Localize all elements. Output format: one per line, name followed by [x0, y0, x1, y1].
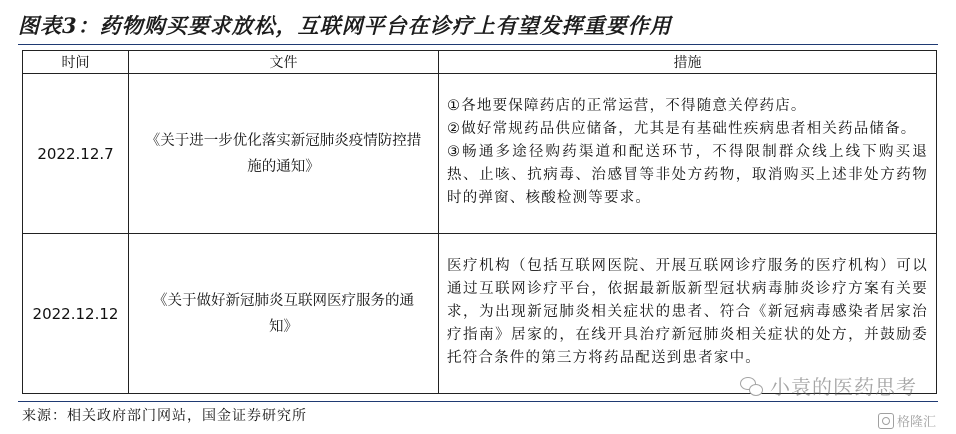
site-logo — [878, 411, 936, 430]
row-document: 《关于做好新冠肺炎互联网医疗服务的通知》 — [129, 234, 439, 394]
header-document: 文件 — [129, 51, 439, 74]
source-note: 来源：相关政府部门网站，国金证券研究所 — [22, 408, 307, 424]
watermark — [740, 371, 917, 400]
measure-item: 医疗机构（包括互联网医院、开展互联网诊疗服务的医疗机构）可以通过互联网诊疗平台，依据最新版新型冠状病毒肺炎诊疗方案有关要求，为出现新冠肺炎相关症状的患者、符合《新冠病毒感染者居家治疗指南》居家的，在线开具治疗新冠肺炎相关症状的处方，并鼓励委托符合条件的第三方将药品配送到患者家中。 — [447, 258, 928, 366]
logo-text: 格隆汇 — [897, 415, 937, 430]
table-header-row — [23, 51, 937, 74]
figure-title: 图表3：药物购买要求放松，互联网平台在诊疗上有望发挥重要作用 — [18, 13, 672, 38]
row-measures — [439, 234, 937, 394]
measure-item: ②做好常规药品供应储备，尤其是有基础性疾病患者相关药品储备。 — [447, 121, 917, 137]
table-row — [23, 74, 937, 234]
top-divider — [18, 44, 938, 45]
measure-item: ①各地要保障药店的正常运营，不得随意关停药店。 — [447, 98, 807, 114]
row-measures — [439, 74, 937, 234]
measure-item: ③畅通多途径购药渠道和配送环节，不得限制群众线上线下购买退热、止咳、抗病毒、治感冒等非处方药物，取消购买上述非处方药物时的弹窗、核酸检测等要求。 — [447, 144, 928, 206]
policy-table — [22, 50, 937, 394]
header-measures: 措施 — [439, 51, 937, 74]
watermark-text: 小袁的医药思考 — [770, 375, 917, 399]
header-date: 时间 — [23, 51, 129, 74]
row-date: 2022.12.12 — [23, 234, 129, 394]
bottom-divider — [18, 401, 938, 402]
table-row — [23, 234, 937, 394]
row-date: 2022.12.7 — [23, 74, 129, 234]
logo-icon — [878, 413, 894, 429]
wechat-icon — [740, 375, 764, 397]
row-document: 《关于进一步优化落实新冠肺炎疫情防控措施的通知》 — [129, 74, 439, 234]
